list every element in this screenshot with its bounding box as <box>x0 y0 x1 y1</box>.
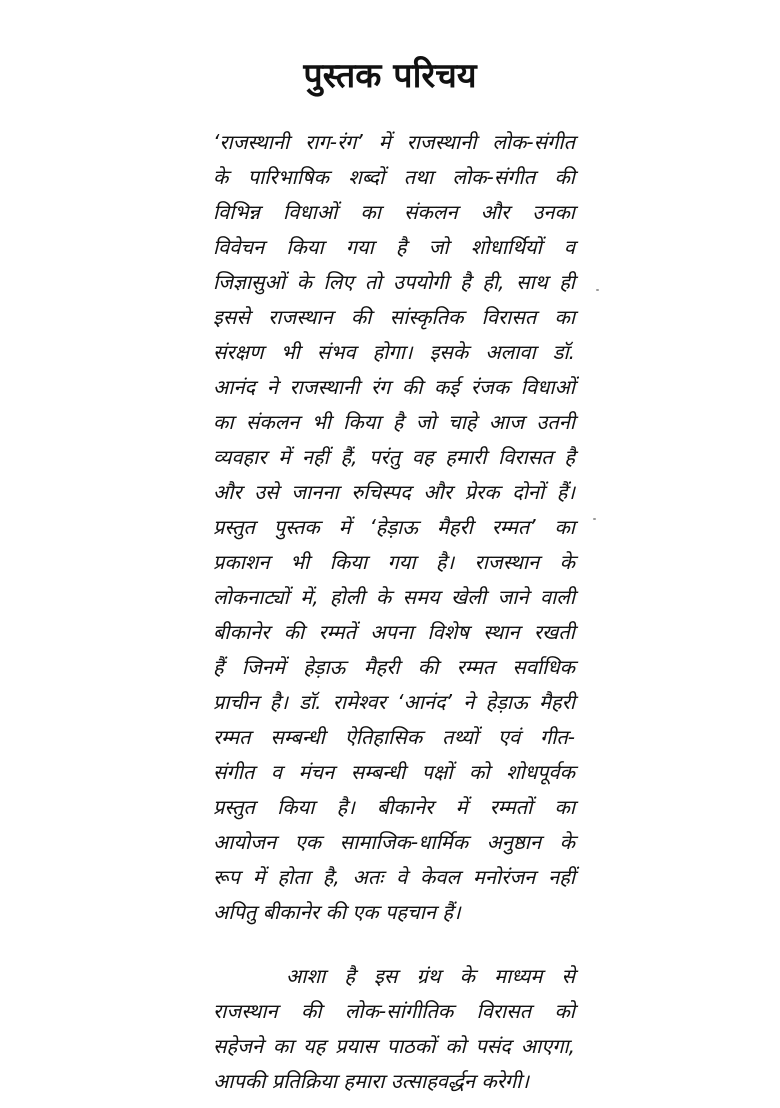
paragraph-1-line-9: का संकलन भी किया है जो चाहे आज उतनी <box>213 410 575 434</box>
paragraph-1-line-8: आनंद ने राजस्थानी रंग की कई रंजक विधाओं <box>213 375 575 399</box>
paragraph-1-line-15: बीकानेर की रम्मतें अपना विशेष स्थान रखती <box>213 620 575 644</box>
paragraph-1-line-14: लोकनाट्यों में, होली के समय खेली जाने वाली <box>213 585 575 609</box>
paragraph-2-line-4: आपकी प्रतिक्रिया हमारा उत्साहवर्द्धन करेगी। <box>213 1069 529 1093</box>
page-title: पुस्तक परिचय <box>303 56 477 96</box>
paragraph-2-line-2: राजस्थान की लोक-सांगीतिक विरासत को <box>213 999 575 1023</box>
paragraph-1-line-2: के पारिभाषिक शब्दों तथा लोक-संगीत की <box>213 165 575 189</box>
paragraph-1-line-1: ‘राजस्थानी राग-रंग’ में राजस्थानी लोक-संगीत <box>213 130 575 154</box>
paragraph-1-line-3: विभिन्न विधाओं का संकलन और उनका <box>213 200 575 224</box>
paragraph-1-line-12: प्रस्तुत पुस्तक में ‘हेड़ाऊ मैहरी रम्मत’ का <box>213 515 575 539</box>
paragraph-1-line-18: रम्मत सम्बन्धी ऐतिहासिक तथ्यों एवं गीत- <box>213 725 575 749</box>
paragraph-1-line-21: आयोजन एक सामाजिक-धार्मिक अनुष्ठान के <box>213 830 575 854</box>
paragraph-2-line-3: सहेजने का यह प्रयास पाठकों को पसंद आएगा, <box>213 1034 575 1058</box>
paragraph-2-line-1: आशा है इस ग्रंथ के माध्यम से <box>286 964 575 988</box>
paragraph-1-line-11: और उसे जानना रुचिस्पद और प्रेरक दोनों हैं। <box>213 480 575 504</box>
paragraph-1-line-19: संगीत व मंचन सम्बन्धी पक्षों को शोधपूर्वक <box>213 760 575 784</box>
paragraph-1-line-17: प्राचीन है। डॉ. रामेश्वर ‘आनंद’ ने हेड़ाऊ मैहरी <box>213 690 575 714</box>
paragraph-1-line-13: प्रकाशन भी किया गया है। राजस्थान के <box>213 550 575 574</box>
paragraph-1-line-4: विवेचन किया गया है जो शोधार्थियों व <box>213 235 575 259</box>
scan-speck <box>593 518 596 520</box>
paragraph-1-line-10: व्यवहार में नहीं हैं, परंतु वह हमारी विरासत है <box>213 445 575 469</box>
paragraph-1-line-7: संरक्षण भी संभव होगा। इसके अलावा डॉ. <box>213 340 575 364</box>
paragraph-1-line-16: हैं जिनमें हेड़ाऊ मैहरी की रम्मत सर्वाधिक <box>213 655 575 679</box>
paragraph-1-line-20: प्रस्तुत किया है। बीकानेर में रम्मतों का <box>213 795 575 819</box>
scan-speck <box>596 289 599 291</box>
paragraph-1-line-5: जिज्ञासुओं के लिए तो उपयोगी है ही, साथ ही <box>213 270 575 294</box>
paragraph-1-line-22: रूप में होता है, अतः वे केवल मनोरंजन नहीं <box>213 865 575 889</box>
paragraph-1-line-23: अपितु बीकानेर की एक पहचान हैं। <box>213 900 461 924</box>
paragraph-1-line-6: इससे राजस्थान की सांस्कृतिक विरासत का <box>213 305 575 329</box>
